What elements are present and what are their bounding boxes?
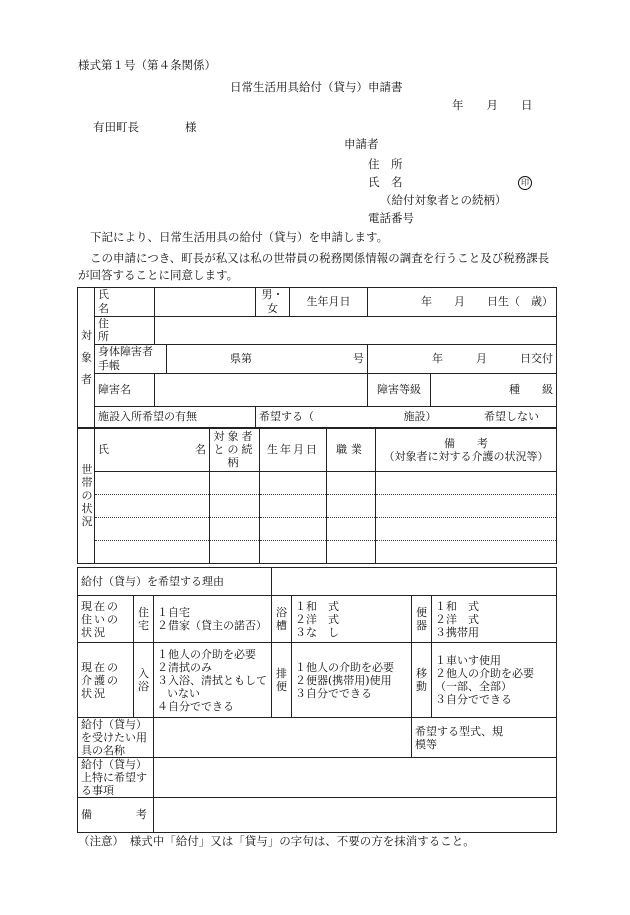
remarks-label: 備 考 <box>78 798 154 833</box>
facility-unit: 施設） <box>403 410 437 424</box>
date-line: 年 月 日 <box>452 98 533 112</box>
seal-mark <box>518 175 532 190</box>
household-row[interactable] <box>78 541 557 564</box>
subject-address-field[interactable] <box>155 316 557 345</box>
seal-icon: 印 <box>518 176 532 190</box>
household-col-relation: 対象者との続柄 <box>210 428 260 472</box>
handbook-no: 号 <box>353 351 364 365</box>
reason-label: 給付（貸与）を希望する理由 <box>78 568 272 596</box>
disability-field[interactable] <box>155 373 368 406</box>
grade-value[interactable]: 種 級 <box>431 373 557 406</box>
household-col-birth: 生年月日 <box>260 428 327 472</box>
subject-section-label: 対象者 <box>78 288 95 429</box>
facility-no[interactable]: 希望しない <box>484 410 539 424</box>
subject-birthdate-value[interactable]: 年 月 日生（ 歳） <box>368 288 557 317</box>
household-table <box>77 427 557 564</box>
toilet-options[interactable]: １和 式 ２洋 式 ３携帯用 <box>432 596 557 643</box>
equipment-model-cell[interactable]: 希望する型式、規模等 <box>412 718 557 758</box>
toilet-label: 便器 <box>412 596 432 643</box>
facility-choice[interactable] <box>256 406 557 428</box>
household-row[interactable] <box>78 495 557 518</box>
remarks-field[interactable] <box>154 798 557 833</box>
applicant-heading: 申請者 <box>344 137 379 151</box>
household-row[interactable] <box>78 518 557 541</box>
equipment-name-field[interactable] <box>154 718 412 758</box>
applicant-address-label: 住 所 <box>368 157 403 171</box>
bathing-label: 入浴 <box>134 643 154 718</box>
reason-field[interactable] <box>272 568 557 596</box>
applicant-name-label: 氏 名 <box>368 175 403 189</box>
household-col-job: 職業 <box>327 428 376 472</box>
special-request-field[interactable] <box>154 758 557 798</box>
bathing-options[interactable]: １他人の介助を必要 ２清拭のみ ３入浴、清拭ともしていない ４自分でできる <box>154 643 272 718</box>
subject-name-label: 氏 名 <box>95 288 155 317</box>
excretion-options[interactable]: １他人の介助を必要 ２便器(携帯用)使用 ３自分でできる <box>292 643 412 718</box>
detail-table <box>77 567 557 833</box>
addressee: 有田町長 様 <box>93 120 197 134</box>
form-note: （注意） 様式中「給付」又は「貸与」の字句は、不要の方を抹消すること。 <box>78 834 475 848</box>
facility-yes[interactable]: 希望する（ <box>259 410 314 424</box>
handbook-number-field[interactable] <box>167 345 368 374</box>
special-request-label: 給付（貸与）上特に希望する事項 <box>78 758 154 798</box>
subject-name-field[interactable] <box>155 288 256 317</box>
form-title: 日常生活用具給付（貸与）申請書 <box>230 80 403 94</box>
household-row[interactable] <box>78 472 557 495</box>
grade-label: 障害等級 <box>368 373 431 406</box>
disability-label: 障害名 <box>95 373 155 406</box>
house-options[interactable]: １自宅 ２借家（貸主の諾否） <box>154 596 272 643</box>
household-col-note: 備 考 （対象者に対する介護の状況等） <box>376 428 557 472</box>
excretion-label: 排便 <box>272 643 292 718</box>
form-number: 様式第１号（第４条関係） <box>78 58 216 72</box>
handbook-label: 身体障害者手帳 <box>95 345 167 374</box>
moving-options[interactable]: １車いす使用 ２他人の介助を必要 （一部、全部） ３自分でできる <box>432 643 557 718</box>
house-label: 住宅 <box>134 596 154 643</box>
applicant-relation-label: （給付対象者との続柄） <box>380 193 507 207</box>
bath-label: 浴槽 <box>272 596 292 643</box>
applicant-phone-label: 電話番号 <box>368 211 414 225</box>
housing-label: 現在の住いの状況 <box>78 596 134 643</box>
facility-label: 施設入所希望の有無 <box>95 406 256 428</box>
moving-label: 移動 <box>412 643 432 718</box>
subject-address-label: 住 所 <box>95 316 155 345</box>
care-label: 現在の介護の状況 <box>78 643 134 718</box>
handbook-issued[interactable]: 年 月 日交付 <box>368 345 557 374</box>
household-section-label: 世帯の状況 <box>78 428 95 564</box>
request-paragraph: 下記により、日常生活用具の給付（貸与）を申請します。 <box>90 230 389 244</box>
consent-paragraph: この申請につき、町長が私又は私の世帯員の税務関係情報の調査を行うこと及び税務課長が回答することに同意します。 <box>78 251 550 282</box>
subject-sex[interactable]: 男・女 <box>256 288 290 317</box>
subject-birthdate-label: 生年月日 <box>290 288 368 317</box>
equipment-name-label: 給付（貸与）を受けたい用具の名称 <box>78 718 154 758</box>
subject-table <box>77 287 557 429</box>
handbook-pref: 県第 <box>230 351 252 365</box>
bath-options[interactable]: １和 式 ２洋 式 ３な し <box>292 596 412 643</box>
household-col-name: 氏 名 <box>95 428 210 472</box>
